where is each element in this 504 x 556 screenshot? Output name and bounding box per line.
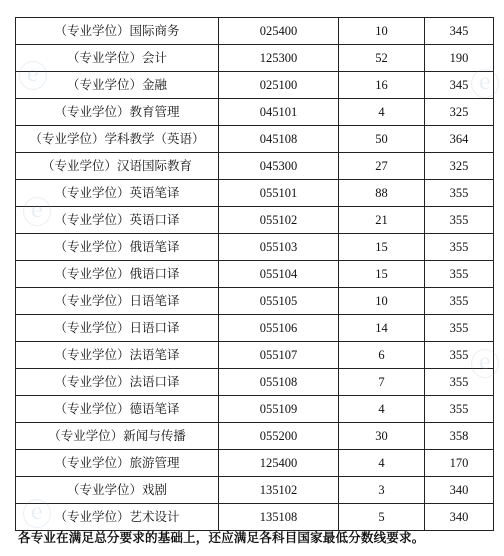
plan-count-cell: 10	[339, 18, 425, 45]
score-line-cell: 364	[425, 126, 494, 153]
major-name-cell: （专业学位）法语笔译	[16, 342, 219, 369]
score-line-cell: 355	[425, 234, 494, 261]
plan-count-cell: 15	[339, 261, 425, 288]
table-row	[16, 126, 494, 153]
major-name-cell: （专业学位）俄语笔译	[16, 234, 219, 261]
watermark-right-top: ⓔ	[470, 68, 500, 103]
major-code-cell: 055108	[219, 369, 339, 396]
major-code-cell: 055104	[219, 261, 339, 288]
score-line-cell: 355	[425, 369, 494, 396]
major-name-cell: （专业学位）德语笔译	[16, 396, 219, 423]
score-line-cell: 355	[425, 288, 494, 315]
table-row	[16, 315, 494, 342]
plan-count-cell: 5	[339, 504, 425, 531]
score-line-cell: 355	[425, 261, 494, 288]
major-name-cell: （专业学位）金融	[16, 72, 219, 99]
major-name-cell: （专业学位）学科教学（英语）	[16, 126, 219, 153]
table-row	[16, 72, 494, 99]
major-name-cell: （专业学位）新闻与传播	[16, 423, 219, 450]
score-line-cell: 345	[425, 18, 494, 45]
plan-count-cell: 10	[339, 288, 425, 315]
table-row	[16, 18, 494, 45]
table-row	[16, 423, 494, 450]
score-line-cell: 355	[425, 396, 494, 423]
plan-count-cell: 16	[339, 72, 425, 99]
major-name-cell: （专业学位）法语口译	[16, 369, 219, 396]
major-code-cell: 045300	[219, 153, 339, 180]
watermark-left-mid: ⓔ	[22, 196, 52, 231]
major-name-cell: （专业学位）俄语口译	[16, 261, 219, 288]
score-line-cell: 358	[425, 423, 494, 450]
score-line-cell: 355	[425, 315, 494, 342]
major-name-cell: （专业学位）英语口译	[16, 207, 219, 234]
plan-count-cell: 4	[339, 450, 425, 477]
major-code-cell: 055101	[219, 180, 339, 207]
major-name-cell: （专业学位）艺术设计	[16, 504, 219, 531]
major-code-cell: 125300	[219, 45, 339, 72]
major-name-cell: （专业学位）会计	[16, 45, 219, 72]
table-row	[16, 450, 494, 477]
major-code-cell: 045101	[219, 99, 339, 126]
score-line-cell: 345	[425, 72, 494, 99]
plan-count-cell: 3	[339, 477, 425, 504]
table-row	[16, 45, 494, 72]
major-name-cell: （专业学位）国际商务	[16, 18, 219, 45]
table-row	[16, 261, 494, 288]
table-row	[16, 207, 494, 234]
major-name-cell: （专业学位）戏剧	[16, 477, 219, 504]
plan-count-cell: 4	[339, 396, 425, 423]
score-line-cell: 325	[425, 153, 494, 180]
watermark-left-bottom: ⓔ	[22, 498, 52, 533]
table-row	[16, 180, 494, 207]
score-line-cell: 190	[425, 45, 494, 72]
score-line-cell: 355	[425, 207, 494, 234]
score-line-cell: 325	[425, 99, 494, 126]
major-code-cell: 055106	[219, 315, 339, 342]
table-row	[16, 477, 494, 504]
table-row	[16, 99, 494, 126]
major-code-cell: 055103	[219, 234, 339, 261]
major-name-cell: （专业学位）日语口译	[16, 315, 219, 342]
major-code-cell: 135108	[219, 504, 339, 531]
score-table	[15, 17, 494, 531]
table-row	[16, 396, 494, 423]
score-line-cell: 170	[425, 450, 494, 477]
table-row	[16, 234, 494, 261]
plan-count-cell: 21	[339, 207, 425, 234]
major-code-cell: 055109	[219, 396, 339, 423]
major-code-cell: 125400	[219, 450, 339, 477]
plan-count-cell: 6	[339, 342, 425, 369]
major-code-cell: 055107	[219, 342, 339, 369]
plan-count-cell: 4	[339, 99, 425, 126]
major-code-cell: 055105	[219, 288, 339, 315]
score-line-cell: 340	[425, 504, 494, 531]
plan-count-cell: 7	[339, 369, 425, 396]
table-row	[16, 369, 494, 396]
major-code-cell: 055102	[219, 207, 339, 234]
plan-count-cell: 88	[339, 180, 425, 207]
score-line-cell: 355	[425, 342, 494, 369]
plan-count-cell: 50	[339, 126, 425, 153]
table-row	[16, 288, 494, 315]
table-row	[16, 153, 494, 180]
major-code-cell: 025100	[219, 72, 339, 99]
score-line-cell: 340	[425, 477, 494, 504]
plan-count-cell: 14	[339, 315, 425, 342]
score-line-cell: 355	[425, 180, 494, 207]
major-name-cell: （专业学位）英语笔译	[16, 180, 219, 207]
major-name-cell: （专业学位）教育管理	[16, 99, 219, 126]
table-row	[16, 504, 494, 531]
score-table-body	[16, 18, 494, 531]
major-code-cell: 025400	[219, 18, 339, 45]
plan-count-cell: 15	[339, 234, 425, 261]
major-name-cell: （专业学位）旅游管理	[16, 450, 219, 477]
major-name-cell: （专业学位）日语笔译	[16, 288, 219, 315]
watermark-left-top: ⓔ	[18, 60, 48, 95]
footnote: 各专业在满足总分要求的基础上，还应满足各科目国家最低分数线要求。	[18, 530, 425, 545]
plan-count-cell: 52	[339, 45, 425, 72]
watermark-right-mid: ⓔ	[470, 348, 500, 383]
major-name-cell: （专业学位）汉语国际教育	[16, 153, 219, 180]
plan-count-cell: 27	[339, 153, 425, 180]
major-code-cell: 045108	[219, 126, 339, 153]
plan-count-cell: 30	[339, 423, 425, 450]
major-code-cell: 055200	[219, 423, 339, 450]
table-row	[16, 342, 494, 369]
major-code-cell: 135102	[219, 477, 339, 504]
